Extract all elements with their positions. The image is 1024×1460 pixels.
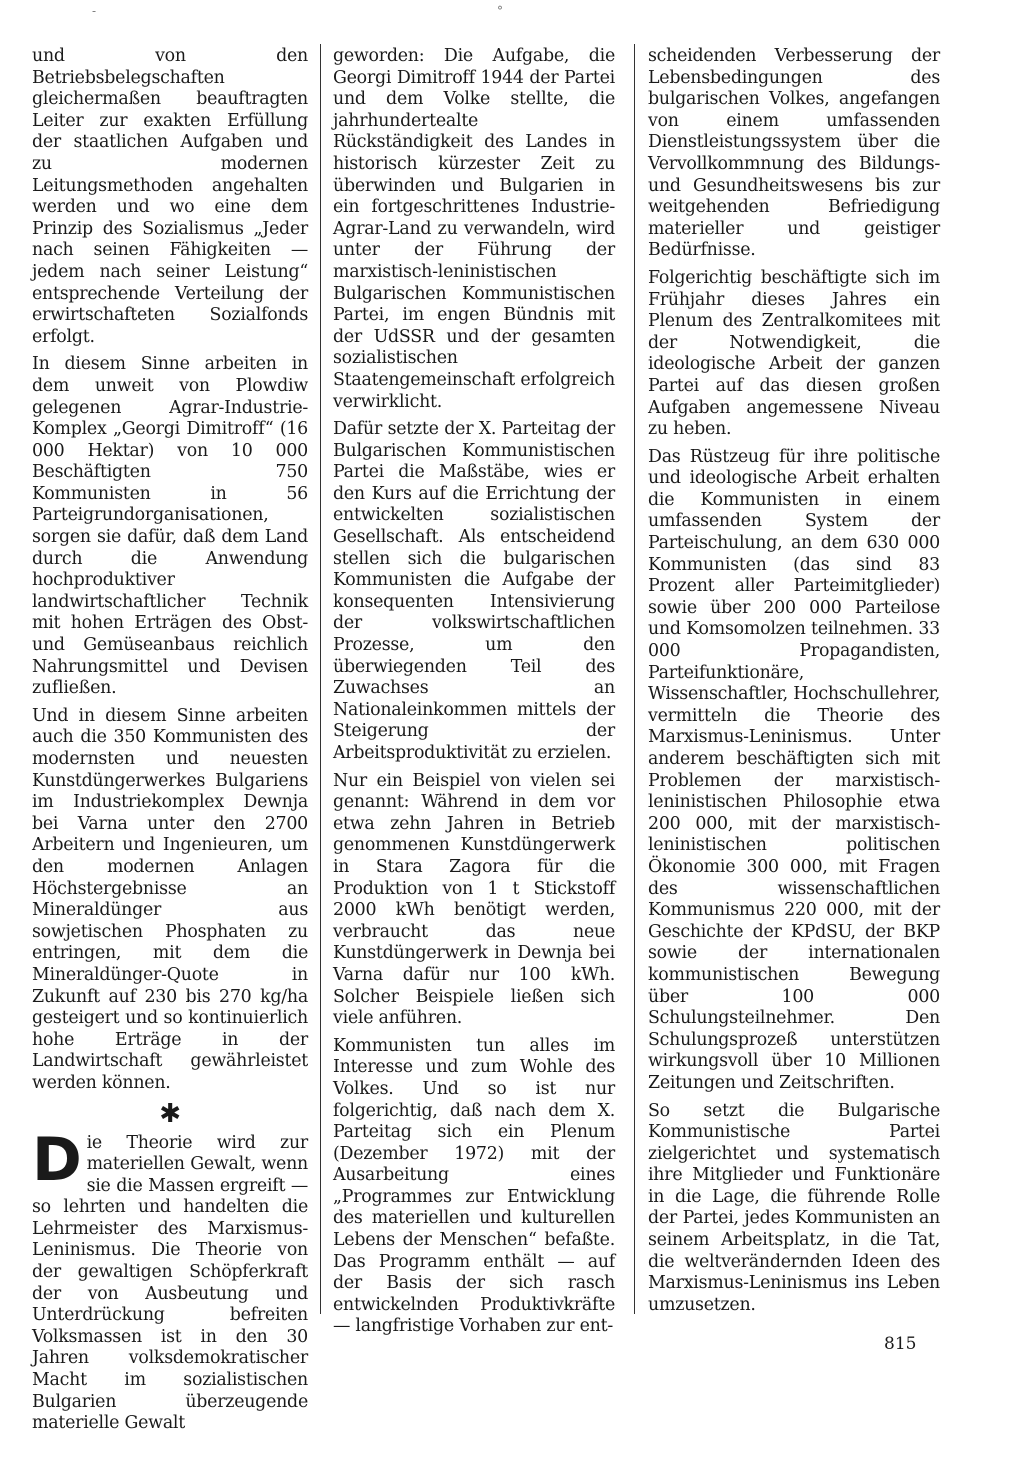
paragraph: und von den Betriebsbelegschaften gleichermaßen beauftragten Leiter zur exakten Erfüllung der staatlichen Aufgaben und zu modernen Leitungsmethoden angehalten werden und wo eine dem Prinzip des Sozialismus „Jeder nach seinen Fähigkeiten — jedem nach seiner Leistung“ entsprechende Verteilung der erwirtschafteten Sozialfonds erfolgt. xyxy=(32,46,308,347)
paragraph: Nur ein Beispiel von vielen sei genannt: Während in dem vor etwa zehn Jahren in Betrieb genommenen Kunstdüngerwerk in Stara Zagora für die Produktion von 1 t Stickstoff 2000 kWh benötigt werden, verbraucht das neue Kunstdüngerwerk in Dewnja bei Varna dafür nur 100 kWh. Solcher Beispiele ließen sich viele anführen. xyxy=(333,770,615,1029)
dropcap: D xyxy=(32,1124,82,1195)
scan-mark: ° xyxy=(497,4,503,18)
section-separator-asterisk: ✱ xyxy=(159,1098,181,1129)
paragraph: geworden: Die Aufgabe, die Georgi Dimitroff 1944 der Partei und dem Volke stellte, die jahrhundertealte Rückständigkeit des Landes in historisch kürzester Zeit zu überwinden und Bulgarien in ein fortgeschrittenes Industrie-Agrar-Land zu verwandeln, wird unter der Führung der marxistisch-leninistischen Bulgarischen Kommunistischen Partei, im engen Bündnis mit der UdSSR und der gesamten sozialistischen Staatengemeinschaft erfolgreich verwirklicht. xyxy=(333,46,615,412)
scan-mark: - xyxy=(92,4,97,18)
paragraph: Und in diesem Sinne arbeiten auch die 350 Kommunisten des modernsten und neuesten Kunstdüngerwerkes Bulgariens im Industriekomplex Dewnja bei Varna unter den 2700 Arbeitern und Ingenieuren, um den modernen Anlagen Höchstergebnisse an Mineraldünger aus sowjetischen Phosphaten zu entringen, mit dem die Mineraldünger-Quote in Zukunft auf 230 bis 270 kg/ha gesteigert und so kontinuierlich hohe Erträge in der Landwirtschaft gewährleistet werden können. xyxy=(32,705,308,1093)
paragraph: Das Rüstzeug für ihre politische und ideologische Arbeit erhalten die Kommunisten in einem umfassenden System der Parteischulung, an dem 630 000 Kommunisten (das sind 83 Prozent aller Parteimitglieder) sowie über 200 000 Parteilose und Komsomolzen teilnehmen. 33 000 Propagandisten, Parteifunktionäre, Wissenschaftler, Hochschullehrer, vermitteln die Theorie des Marxismus-Leninismus. Unter anderem beschäftigten sich mit Problemen der marxistisch-leninistischen Philosophie etwa 200 000, mit der marxistisch-leninistischen politischen Ökonomie 300 000, mit Fragen des wissenschaftlichen Kommunismus 220 000, mit der Geschichte der KPdSU, der BKP sowie der internationalen kommunistischen Bewegung über 100 000 Schulungsteilnehmer. Den Schulungsprozeß unterstützen wirkungsvoll über 10 Millionen Zeitungen und Zeitschriften. xyxy=(648,446,940,1093)
column-3 xyxy=(648,46,940,1322)
paragraph: So setzt die Bulgarische Kommunistische Partei zielgerichtet und systematisch ihre Mitglieder und Funktionäre in die Lage, die führende Rolle der Partei, jedes Kommunisten an seinem Arbeitsplatz, in die Tat, die weltverändernden Ideen des Marxismus-Leninismus ins Leben umzusetzen. xyxy=(648,1100,940,1315)
column-1 xyxy=(32,46,308,1441)
paragraph: Folgerichtig beschäftigte sich im Frühjahr dieses Jahres ein Plenum des Zentralkomitees mit der Notwendigkeit, die ideologische Arbeit der ganzen Partei auf das diesen großen Aufgaben angemessene Niveau zu heben. xyxy=(648,267,940,440)
paragraph: scheidenden Verbesserung der Lebensbedingungen des bulgarischen Volkes, angefangen von einem umfassenden Dienstleistungssystem über die Vervollkommnung des Bildungs- und Gesundheitswesens bis zur weitgehenden Befriedigung materieller und geistiger Bedürfnisse. xyxy=(648,46,940,261)
paragraph: In diesem Sinne arbeiten in dem unweit von Plowdiw gelegenen Agrar-Industrie-Komplex „Georgi Dimitroff“ (16 000 Hektar) von 10 000 Beschäftigten 750 Kommunisten in 56 Parteigrundorganisationen, sorgen sie dafür, daß dem Land durch die Anwendung hochproduktiver landwirtschaftlicher Technik mit hohen Erträgen des Obst- und Gemüseanbaus reichlich Nahrungsmittel und Devisen zufließen. xyxy=(32,354,308,699)
column-rule xyxy=(634,44,635,1314)
paragraph-text: ie Theorie wird zur materiellen Gewalt, wenn sie die Massen ergreift — so lehrten und handelten die Lehrmeister des Marxismus-Leninismus. Die Theorie von der gewaltigen Schöpferkraft der von Ausbeutung und Unterdrückung befreiten Volksmassen ist in den 30 Jahren volksdemokratischer Macht im sozialistischen Bulgarien überzeugende materielle Gewalt xyxy=(32,1132,308,1434)
column-2 xyxy=(333,46,615,1344)
column-rule xyxy=(320,44,321,1314)
page-number: 815 xyxy=(884,1334,917,1354)
paragraph-with-dropcap xyxy=(32,1124,308,1435)
paragraph: Dafür setzte der X. Parteitag der Bulgarischen Kommunistischen Partei die Maßstäbe, wies er den Kurs auf die Errichtung der entwickelten sozialistischen Gesellschaft. Als entscheidend stellen sich die bulgarischen Kommunisten die Aufgabe der konsequenten Intensivierung der volkswirtschaftlichen Prozesse, um den überwiegenden Teil des Zuwachses an Nationaleinkommen mittels der Steigerung der Arbeitsproduktivität zu erzielen. xyxy=(333,419,615,763)
paragraph: Kommunisten tun alles im Interesse und zum Wohle des Volkes. Und so ist nur folgerichtig, daß nach dem X. Parteitag sich ein Plenum (Dezember 1972) mit der Ausarbeitung eines „Programmes zur Entwicklung des materiellen und kulturellen Lebens der Menschen“ befaßte. Das Programm enthält — auf der Basis der sich rasch entwickelnden Produktivkräfte — langfristige Vorhaben zur ent- xyxy=(333,1035,615,1337)
